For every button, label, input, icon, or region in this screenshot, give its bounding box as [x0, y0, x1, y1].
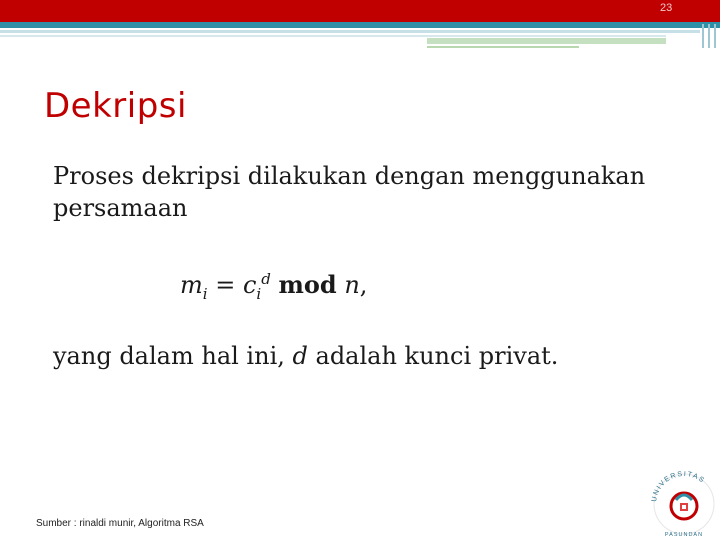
formula-c: c — [242, 271, 257, 299]
conclusion-text — [53, 342, 558, 370]
university-logo — [646, 460, 720, 540]
header-red-bar — [0, 0, 720, 22]
decryption-formula — [180, 270, 367, 303]
source-citation: Sumber : rinaldi munir, Algoritma RSA — [36, 518, 204, 529]
header-green-bar-thin — [427, 46, 579, 48]
formula-c-exponent: d — [261, 270, 271, 288]
header-light-bar-thin — [0, 35, 666, 37]
header-green-bar — [427, 38, 666, 44]
header-teal-bar — [0, 22, 720, 28]
formula-comma: , — [359, 271, 368, 299]
svg-text:UNIVERSITAS: UNIVERSITAS — [650, 470, 707, 503]
header-vertical-lines — [700, 24, 720, 48]
conclusion-var: d — [292, 342, 308, 370]
logo-emblem — [671, 493, 697, 519]
svg-text:PASUNDAN: PASUNDAN — [664, 532, 704, 538]
formula-c-subscript: i — [256, 284, 262, 303]
formula-mod: mod — [278, 270, 337, 299]
slide-title: Dekripsi — [44, 86, 187, 126]
formula-equals: = — [215, 271, 236, 299]
conclusion-after: adalah kunci privat. — [307, 342, 559, 370]
conclusion-before: yang dalam hal ini, — [53, 342, 293, 370]
header-light-bar — [0, 30, 700, 33]
intro-text: Proses dekripsi dilakukan dengan menggunakan persamaan — [53, 162, 646, 222]
formula-m: m — [180, 271, 203, 299]
formula-m-subscript: i — [202, 284, 208, 303]
slide-number: 23 — [660, 2, 673, 14]
formula-n: n — [344, 271, 360, 299]
